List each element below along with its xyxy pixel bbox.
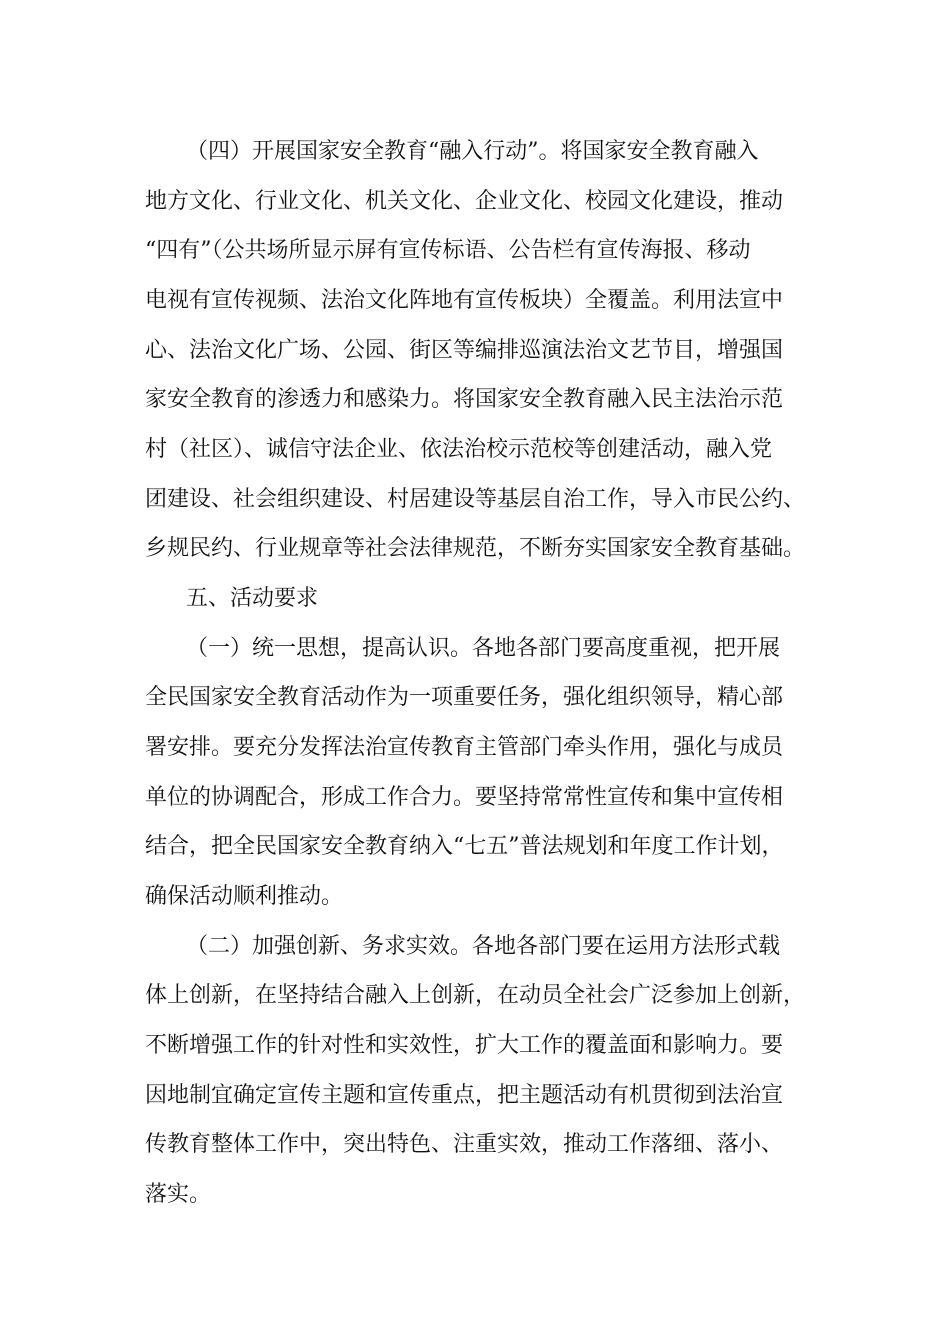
paragraph-four-line-9: 乡规民约、行业规章等社会法律规范，不断夯实国家安全教育基础。 xyxy=(145,536,806,561)
paragraph-one-line-6: 确保活动顺利推动。 xyxy=(145,884,344,909)
paragraph-two-line-1: （二）加强创新、务求实效。各地各部门要在运用方法形式载 xyxy=(186,934,781,959)
paragraph-two-line-2: 体上创新，在坚持结合融入上创新，在动员全社会广泛参加上创新， xyxy=(145,983,806,1008)
paragraph-four-line-1: （四）开展国家安全教育“融入行动”。将国家安全教育融入 xyxy=(186,139,759,164)
paragraph-one-line-2: 全民国家安全教育活动作为一项重要任务，强化组织领导，精心部 xyxy=(145,685,784,710)
section-heading: 五、活动要求 xyxy=(186,586,319,611)
paragraph-two-line-4: 因地制宜确定宣传主题和宣传重点，把主题活动有机贯彻到法治宣 xyxy=(145,1083,784,1108)
paragraph-four-line-5: 心、法治文化广场、公园、街区等编排巡演法治文艺节目，增强国 xyxy=(145,338,784,363)
paragraph-four-line-7: 村（社区）、诚信守法企业、依法治校示范校等创建活动，融入党 xyxy=(145,437,773,462)
paragraph-four-line-8: 团建设、社会组织建设、村居建设等基层自治工作，导入市民公约、 xyxy=(145,487,806,512)
paragraph-four-line-3: “四有”（公共场所显示屏有宣传标语、公告栏有宣传海报、移动 xyxy=(145,238,751,263)
paragraph-four-line-6: 家安全教育的渗透力和感染力。将国家安全教育融入民主法治示范 xyxy=(145,387,784,412)
paragraph-two-line-3: 不断增强工作的针对性和实效性，扩大工作的覆盖面和影响力。要 xyxy=(145,1033,784,1058)
paragraph-one-line-3: 署安排。要充分发挥法治宣传教育主管部门牵头作用，强化与成员 xyxy=(145,735,784,760)
paragraph-two-line-6: 落实。 xyxy=(145,1182,212,1207)
paragraph-one-line-5: 结合，把全民国家安全教育纳入“七五”普法规划和年度工作计划， xyxy=(145,834,784,859)
paragraph-four-line-2: 地方文化、行业文化、机关文化、企业文化、校园文化建设，推动 xyxy=(145,189,784,214)
paragraph-four-line-4: 电视有宣传视频、法治文化阵地有宣传板块）全覆盖。利用法宣中 xyxy=(145,288,784,313)
paragraph-one-line-4: 单位的协调配合，形成工作合力。要坚持常常性宣传和集中宣传相 xyxy=(145,785,784,810)
paragraph-one-line-1: （一）统一思想，提高认识。各地各部门要高度重视，把开展 xyxy=(186,636,781,661)
paragraph-two-line-5: 传教育整体工作中，突出特色、注重实效，推动工作落细、落小、 xyxy=(145,1132,784,1157)
